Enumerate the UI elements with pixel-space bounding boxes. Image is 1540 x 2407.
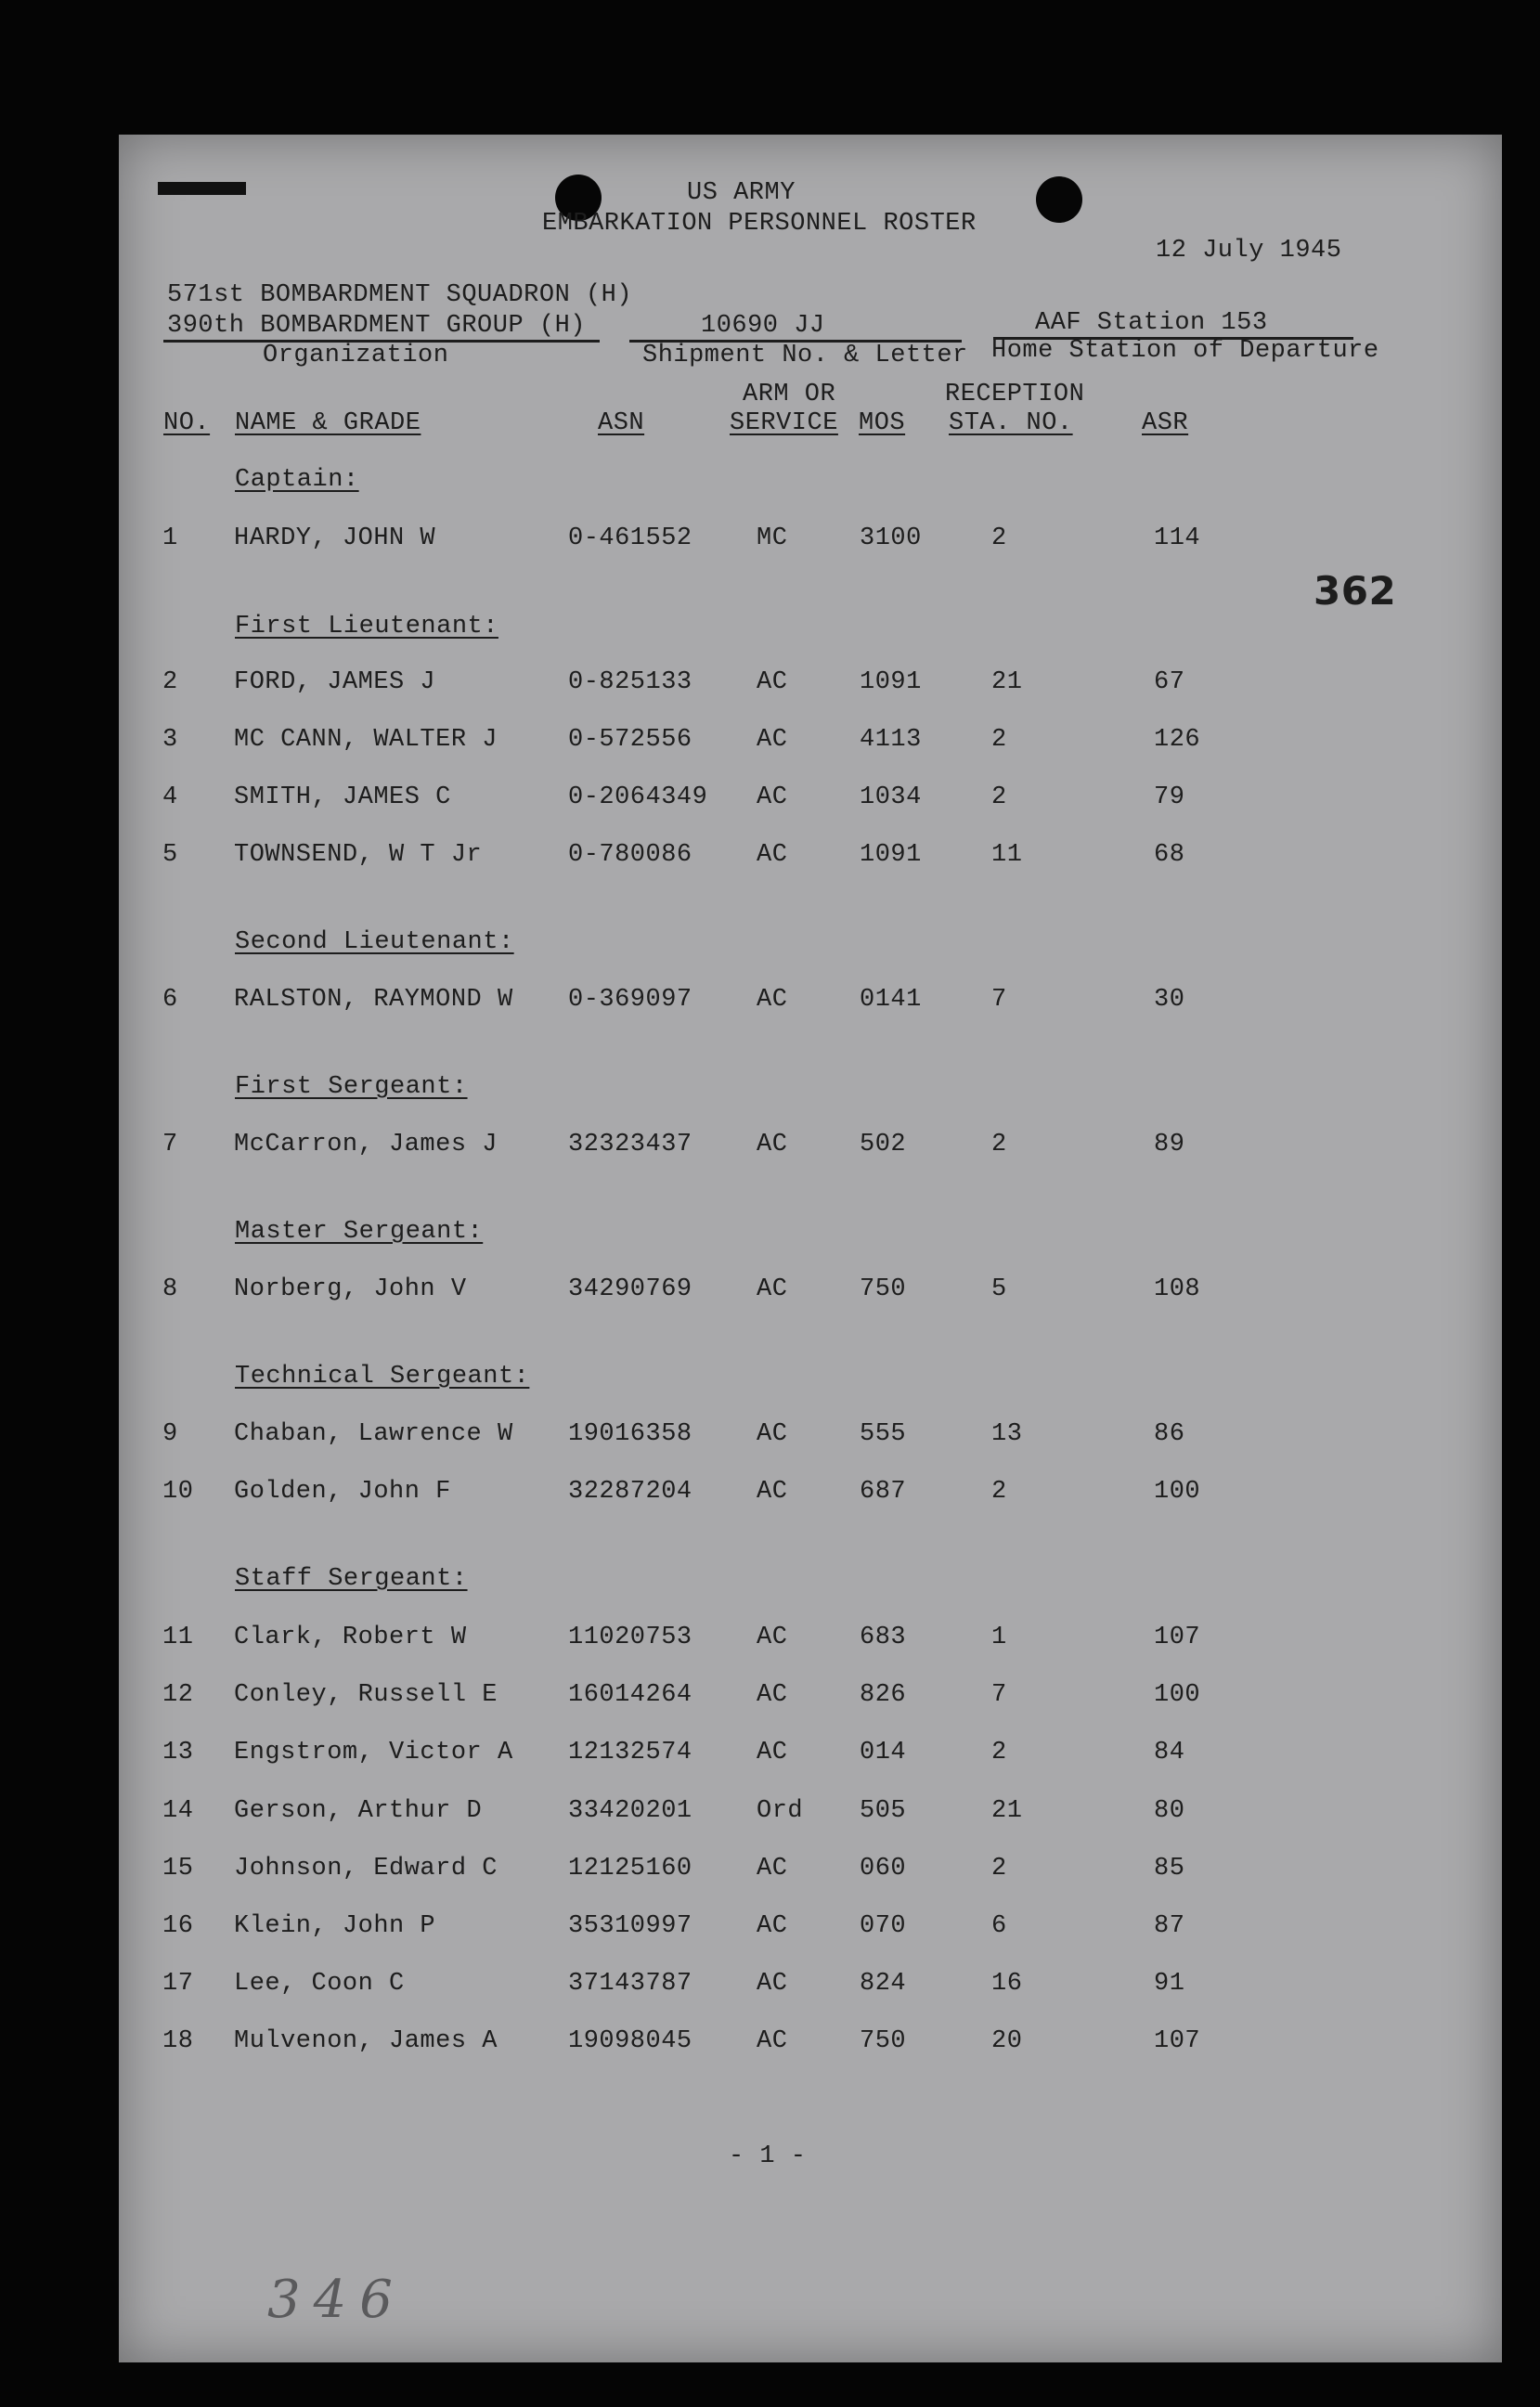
station-label: Home Station of Departure [991,337,1379,365]
row-mos: 3100 [860,524,922,552]
row-arm: AC [757,1624,788,1651]
row-asn: 34290769 [568,1275,692,1303]
row-reception: 21 [991,1797,1023,1825]
row-arm: AC [757,1912,788,1940]
stamp-number: 362 [1314,568,1397,614]
row-no: 6 [162,986,178,1014]
row-reception: 2 [991,1478,1007,1506]
row-asr: 91 [1154,1970,1185,1998]
row-arm: AC [757,783,788,811]
shipment-label: Shipment No. & Letter [642,342,968,369]
table-row [0,1131,1540,1160]
row-mos: 1091 [860,841,922,869]
row-mos: 824 [860,1970,907,1998]
section-staff-sergeant: Staff Sergeant: [235,1565,468,1593]
row-arm: AC [757,668,788,696]
col-name-grade: NAME & GRADE [235,409,421,437]
row-name: Gerson, Arthur D [234,1797,483,1825]
row-asn: 0-780086 [568,841,692,869]
col-asr: ASR [1142,409,1189,437]
row-reception: 7 [991,986,1007,1014]
row-mos: 555 [860,1420,907,1448]
section-captain: Captain: [235,466,359,494]
row-asr: 89 [1154,1131,1185,1158]
row-asr: 86 [1154,1420,1185,1448]
table-row [0,668,1540,698]
row-name: Conley, Russell E [234,1681,498,1709]
row-arm: AC [757,1478,788,1506]
table-row [0,1478,1540,1508]
header-line1: US ARMY [687,179,796,207]
row-arm: Ord [757,1797,804,1825]
row-asn: 12125160 [568,1855,692,1883]
row-arm: AC [757,1970,788,1998]
row-name: SMITH, JAMES C [234,783,451,811]
row-mos: 750 [860,1275,907,1303]
row-mos: 687 [860,1478,907,1506]
row-no: 2 [162,668,178,696]
col-mos: MOS [859,409,906,437]
col-arm-top: ARM OR [743,381,836,408]
row-reception: 6 [991,1912,1007,1940]
row-name: TOWNSEND, W T Jr [234,841,483,869]
row-asn: 0-461552 [568,524,692,552]
table-row [0,726,1540,756]
row-no: 4 [162,783,178,811]
row-no: 7 [162,1131,178,1158]
row-reception: 2 [991,1739,1007,1766]
row-asn: 0-2064349 [568,783,708,811]
row-asn: 12132574 [568,1739,692,1766]
col-arm-bottom: SERVICE [730,409,838,437]
table-row [0,524,1540,554]
row-asr: 67 [1154,668,1185,696]
row-arm: AC [757,841,788,869]
col-asn: ASN [598,409,645,437]
org-line1: 571st BOMBARDMENT SQUADRON (H) [167,281,633,309]
row-name: McCarron, James J [234,1131,498,1158]
row-asr: 100 [1154,1681,1201,1709]
row-asn: 33420201 [568,1797,692,1825]
table-row [0,1681,1540,1711]
roster-date: 12 July 1945 [1156,237,1342,265]
row-mos: 1034 [860,783,922,811]
table-row [0,1797,1540,1827]
shipment-number: 10690 JJ [701,312,825,340]
row-mos: 0141 [860,986,922,1014]
row-asr: 87 [1154,1912,1185,1940]
row-mos: 826 [860,1681,907,1709]
row-asn: 0-572556 [568,726,692,754]
row-no: 15 [162,1855,194,1883]
row-asn: 0-825133 [568,668,692,696]
row-no: 17 [162,1970,194,1998]
header-line2: EMBARKATION PERSONNEL ROSTER [542,210,977,238]
row-asn: 32287204 [568,1478,692,1506]
home-station: AAF Station 153 [1035,309,1268,337]
row-asr: 100 [1154,1478,1201,1506]
row-asr: 80 [1154,1797,1185,1825]
row-asr: 107 [1154,2027,1201,2055]
row-arm: AC [757,1131,788,1158]
table-row [0,783,1540,813]
row-mos: 4113 [860,726,922,754]
row-no: 9 [162,1420,178,1448]
table-row [0,1624,1540,1653]
row-asn: 11020753 [568,1624,692,1651]
row-name: Clark, Robert W [234,1624,467,1651]
row-reception: 2 [991,726,1007,754]
table-row [0,2027,1540,2057]
row-asn: 32323437 [568,1131,692,1158]
ink-mark [158,182,246,195]
row-name: Chaban, Lawrence W [234,1420,513,1448]
col-no: NO. [163,409,211,437]
row-name: Norberg, John V [234,1275,467,1303]
row-no: 14 [162,1797,194,1825]
row-mos: 070 [860,1912,907,1940]
row-asr: 126 [1154,726,1201,754]
row-name: HARDY, JOHN W [234,524,436,552]
row-reception: 2 [991,1855,1007,1883]
row-reception: 2 [991,783,1007,811]
row-arm: AC [757,1420,788,1448]
row-name: Klein, John P [234,1912,436,1940]
section-technical-sergeant: Technical Sergeant: [235,1363,530,1391]
table-row [0,1855,1540,1884]
row-name: Johnson, Edward C [234,1855,498,1883]
row-name: Lee, Coon C [234,1970,405,1998]
row-no: 10 [162,1478,194,1506]
org-label: Organization [263,342,449,369]
row-asr: 30 [1154,986,1185,1014]
table-row [0,1275,1540,1305]
row-no: 5 [162,841,178,869]
row-no: 8 [162,1275,178,1303]
row-arm: AC [757,986,788,1014]
row-asn: 37143787 [568,1970,692,1998]
row-no: 13 [162,1739,194,1766]
col-reception-bottom: STA. NO. [949,409,1073,437]
row-mos: 060 [860,1855,907,1883]
section-master-sergeant: Master Sergeant: [235,1218,484,1246]
row-reception: 5 [991,1275,1007,1303]
row-arm: AC [757,1681,788,1709]
section-first-lieutenant: First Lieutenant: [235,613,498,641]
table-row [0,986,1540,1016]
punch-hole-right [1036,176,1082,223]
row-reception: 16 [991,1970,1023,1998]
row-name: Golden, John F [234,1478,451,1506]
row-asr: 108 [1154,1275,1201,1303]
row-arm: AC [757,1739,788,1766]
row-asn: 19098045 [568,2027,692,2055]
row-no: 12 [162,1681,194,1709]
row-reception: 13 [991,1420,1023,1448]
row-asr: 107 [1154,1624,1201,1651]
row-asn: 19016358 [568,1420,692,1448]
row-reception: 1 [991,1624,1007,1651]
row-asr: 68 [1154,841,1185,869]
table-row [0,1912,1540,1942]
row-mos: 014 [860,1739,907,1766]
row-asr: 114 [1154,524,1201,552]
row-arm: MC [757,524,788,552]
row-arm: AC [757,1275,788,1303]
page-number: - 1 - [729,2142,807,2170]
table-row [0,1739,1540,1768]
row-asr: 85 [1154,1855,1185,1883]
row-reception: 2 [991,524,1007,552]
row-name: MC CANN, WALTER J [234,726,498,754]
row-name: RALSTON, RAYMOND W [234,986,513,1014]
row-name: Engstrom, Victor A [234,1739,513,1766]
row-asn: 16014264 [568,1681,692,1709]
row-mos: 502 [860,1131,907,1158]
col-reception-top: RECEPTION [945,381,1085,408]
row-mos: 683 [860,1624,907,1651]
row-reception: 2 [991,1131,1007,1158]
row-no: 3 [162,726,178,754]
table-row [0,841,1540,871]
row-mos: 750 [860,2027,907,2055]
row-mos: 1091 [860,668,922,696]
row-asn: 0-369097 [568,986,692,1014]
row-no: 1 [162,524,178,552]
section-first-sergeant: First Sergeant: [235,1073,468,1101]
org-line2: 390th BOMBARDMENT GROUP (H) [167,312,586,340]
row-name: Mulvenon, James A [234,2027,498,2055]
row-arm: AC [757,726,788,754]
row-asr: 79 [1154,783,1185,811]
row-no: 18 [162,2027,194,2055]
section-second-lieutenant: Second Lieutenant: [235,928,514,956]
pencil-note: 346 [267,2270,406,2330]
table-row [0,1420,1540,1450]
row-no: 16 [162,1912,194,1940]
row-asr: 84 [1154,1739,1185,1766]
row-reception: 21 [991,668,1023,696]
row-arm: AC [757,2027,788,2055]
row-reception: 20 [991,2027,1023,2055]
row-arm: AC [757,1855,788,1883]
row-name: FORD, JAMES J [234,668,436,696]
row-reception: 7 [991,1681,1007,1709]
row-reception: 11 [991,841,1023,869]
row-mos: 505 [860,1797,907,1825]
row-no: 11 [162,1624,194,1651]
row-asn: 35310997 [568,1912,692,1940]
table-row [0,1970,1540,1999]
